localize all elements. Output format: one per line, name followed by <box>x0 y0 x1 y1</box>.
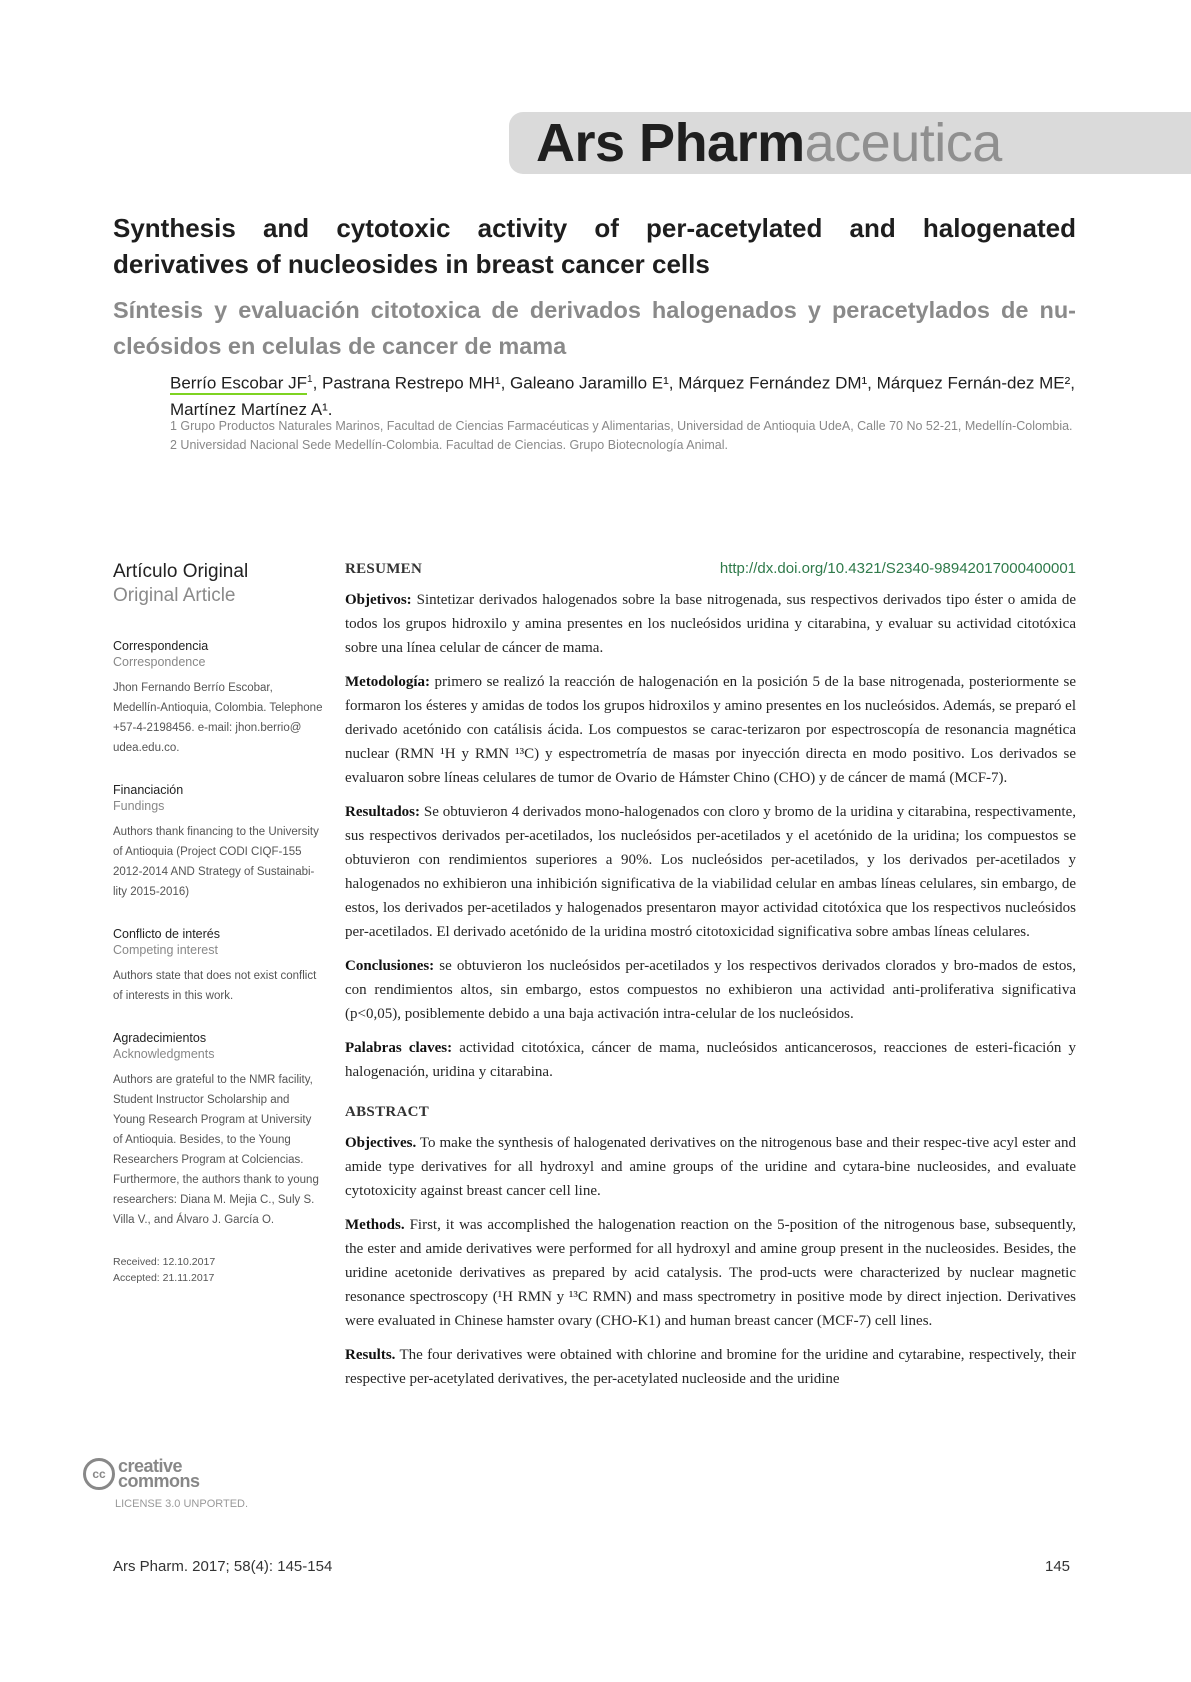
resumen-conclusiones <box>345 954 1076 1026</box>
first-author: Berrío Escobar JF <box>170 373 307 393</box>
abstract-results <box>345 1343 1076 1391</box>
section-heading: Agradecimientos <box>113 1031 207 1045</box>
resumen-metodologia <box>345 670 1076 790</box>
cc-wordmark-line2: commons <box>118 1471 200 1491</box>
para-text: Se obtuvieron 4 derivados mono-halogenados con cloro y bromo de la uridina y citarabina, respectivamente, sus respectivos derivados per-acetilados, los nucleósidos per-acetilados y el acetónido de la uridina; los compuestos se obtuvieron con rendimientos superiores a 90%. Los nucleósidos per-acetilados, y los derivados per-acetilados y halogenados no exhibieron una inhibición significativa de la viabilidad celular en ambas líneas celulares, sin embargo, de estos, los derivados per-acetilados y halogenados presentaron mayor actividad citotóxica que los respectivos nucleósidos per-acetilados. El derivado acetónido de la uridina mostró citotoxicidad significativa sobre ambas líneas celulares. <box>345 804 1076 940</box>
cc-icon: cc <box>83 1458 115 1490</box>
para-text: Sintetizar derivados halogenados sobre la base nitrogenada, sus respectivos derivados tipo éster o amida de todos los grupos hidroxilo y amina presentes en los nucleósidos uridina y citarabina, y evaluar su actividad citotóxica sobre una línea celular de cáncer de mama. <box>345 592 1076 656</box>
para-label: Resultados: <box>345 804 421 820</box>
article-type-es: Artículo Original <box>113 561 249 582</box>
sidebar-section-correspondence <box>113 638 323 758</box>
section-text: Authors are grateful to the NMR facility, Student Instructor Scholarship and Young Research Program at University of Antioquia. Besides, to the Young Researchers Program at Colciencias. Furthermore, the authors thank to young researchers: Diana M. Mejia C., Suly S. Villa V., and Álvaro J. García O. <box>113 1074 319 1226</box>
para-text: actividad citotóxica, cáncer de mama, nucleósidos anticancerosos, reacciones de esteri-ficación y halogenación, uridina y citarabina. <box>345 1040 1076 1080</box>
section-heading-en: Correspondence <box>113 655 206 669</box>
sidebar-section-acknowledgments <box>113 1030 323 1230</box>
abstract-objectives <box>345 1131 1076 1203</box>
sidebar <box>113 560 323 1286</box>
abstract-heading: ABSTRACT <box>345 1104 430 1120</box>
sidebar-section-competing-interest <box>113 926 323 1006</box>
section-heading: Correspondencia <box>113 639 209 653</box>
para-label: Results. <box>345 1347 396 1363</box>
doi-link[interactable]: http://dx.doi.org/10.4321/S2340-98942017000400001 <box>719 560 1076 577</box>
author-list <box>170 367 1076 423</box>
para-text: primero se realizó la reacción de halogenación en la posición 5 de la base nitrogenada, posteriormente se formaron los ésteres y amidas de todos los grupos hidroxilos y amino presentes en los nucleósidos. Además, se preparó el derivado acetónido con catálisis ácida. Los compuestos se carac-terizaron por espectroscopía de resonancia magnética nuclear (RMN ¹H y RMN ¹³C) y espectrometría de masas por inyección directa en modo positivo. Los derivados se evaluaron sobre líneas celulares de tumor de Ovario de Hámster Chino (CHO) y de cáncer de mamá (MCF-7). <box>345 674 1076 786</box>
other-authors: , Pastrana Restrepo MH¹, Galeano Jaramillo E¹, Márquez Fernández DM¹, Márquez Fernán-dez ME², Martínez Martínez A¹. <box>170 373 1076 419</box>
para-label: Methods. <box>345 1217 405 1233</box>
received-date: Received: 12.10.2017 <box>113 1256 216 1268</box>
section-heading-en: Competing interest <box>113 943 218 957</box>
para-text: The four derivatives were obtained with chlorine and bromine for the uridine and cytarabine, respectively, their respective per-acetylated derivatives, the per-acetylated nucleoside and the uridine <box>345 1347 1076 1387</box>
affiliations <box>170 417 1076 455</box>
resumen-palabras-claves <box>345 1036 1076 1084</box>
sidebar-section-fundings <box>113 782 323 902</box>
title-english: Synthesis and cytotoxic activity of per-acetylated and halogenated derivatives of nucleosides in breast cancer cells <box>113 213 1076 279</box>
para-label: Palabras claves: <box>345 1040 453 1056</box>
main-column <box>345 560 1076 1401</box>
section-text: Authors state that does not exist conflict of interests in this work. <box>113 970 317 1002</box>
affiliation-1: 1 Grupo Productos Naturales Marinos, Facultad de Ciencias Farmacéuticas y Alimentarias, Universidad de Antioquia UdeA, Calle 70 No 52-21, Medellín-Colombia. <box>170 419 1073 433</box>
cc-wordmark <box>118 1456 200 1491</box>
para-label: Metodología: <box>345 674 430 690</box>
resumen-heading: RESUMEN <box>345 561 423 577</box>
journal-masthead <box>509 112 1191 174</box>
article-type-en: Original Article <box>113 585 236 606</box>
para-text: se obtuvieron los nucleósidos per-acetilados y los respectivos derivados clorados y bro-mados de estos, con rendimientos altos, sin embargo, estos compuestos no exhibieron una actividad anti-proliferativa significativa (p<0,05), posiblemente debido a una baja activación intra-celular de los nucleósidos. <box>345 958 1076 1022</box>
accepted-date: Accepted: 21.11.2017 <box>113 1272 215 1284</box>
abstract-methods <box>345 1213 1076 1333</box>
affiliation-2: 2 Universidad Nacional Sede Medellín-Colombia. Facultad de Ciencias. Grupo Biotecnología Animal. <box>170 438 728 452</box>
resumen-resultados <box>345 800 1076 944</box>
para-text: First, it was accomplished the halogenation reaction on the 5-position of the nitrogenous base, subsequently, the ester and amide derivatives were performed for all hydroxyl and amine group present in the nucleosides. Besides, the uridine acetonide derivatives as prepared by acid catalysis. The prod-ucts were characterized by nuclear magnetic resonance spectroscopy (¹H RMN y ¹³C RMN) and mass spectrometry in positive mode by direct injection. Derivatives were evaluated in Chinese hamster ovary (CHO-K1) and human breast cancer (MCF-7) cell lines. <box>345 1217 1076 1329</box>
para-text: To make the synthesis of halogenated derivatives on the nitrogenous base and their respec-tive acyl ester and amide type derivatives for all hydroxyl and amine groups of the uridine and cytara-bine nucleosides, and evaluate cytotoxicity against breast cancer cell line. <box>345 1135 1076 1199</box>
section-heading-en: Acknowledgments <box>113 1047 215 1061</box>
resumen-header <box>345 560 1076 578</box>
para-label: Objetivos: <box>345 592 412 608</box>
page-number: 145 <box>1045 1558 1071 1575</box>
section-text: Authors thank financing to the University of Antioquia (Project CODI CIQF-155 2012-2014 AND Strategy of Sustainabi-lity 2015-2016) <box>113 826 319 898</box>
journal-logo <box>536 112 1002 174</box>
creative-commons-block <box>83 1458 283 1510</box>
first-author-sup: 1 <box>307 374 313 385</box>
resumen-objetivos <box>345 588 1076 660</box>
para-label: Conclusiones: <box>345 958 435 974</box>
title-spanish: Síntesis y evaluación citotoxica de derivados halogenados y peracetylados de nu-cleósidos en celulas de cancer de mama <box>113 297 1076 359</box>
section-heading: Financiación <box>113 783 184 797</box>
section-heading-en: Fundings <box>113 799 165 813</box>
license-text: LICENSE 3.0 UNPORTED. <box>115 1498 249 1510</box>
cc-wordmark-line1: creative <box>118 1456 183 1476</box>
citation-footer: Ars Pharm. 2017; 58(4): 145-154 <box>113 1558 333 1575</box>
section-heading: Conflicto de interés <box>113 927 221 941</box>
para-label: Objectives. <box>345 1135 417 1151</box>
journal-name-light: aceutica <box>804 113 1002 173</box>
section-text: Jhon Fernando Berrío Escobar, Medellín-Antioquia, Colombia. Telephone +57-4-2198456. e-mail: jhon.berrio@ udea.edu.co. <box>113 682 323 754</box>
journal-name-bold: Ars Pharm <box>536 113 805 173</box>
creative-commons-logo[interactable] <box>83 1458 283 1490</box>
